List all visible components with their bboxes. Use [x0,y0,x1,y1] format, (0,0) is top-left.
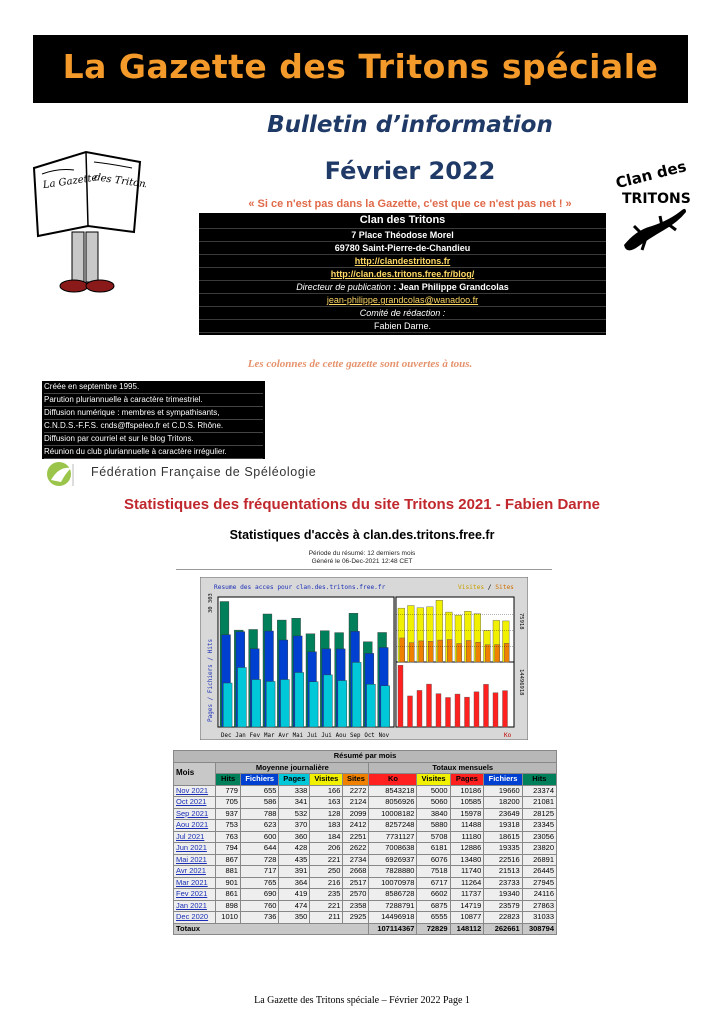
stats-title: Statistiques des fréquentations du site Tritons 2021 - Fabien Darne [124,496,600,513]
chart-title: Resume des acces pour clan.des.tritons.free.fr [214,584,386,591]
total-ko: 107114367 [369,923,417,935]
table-cell: 1010 [216,912,241,924]
table-cell: 7828880 [369,866,417,878]
table-cell: 8257248 [369,820,417,832]
right-logo-text-bottom: TRITONS [622,191,691,207]
month-link[interactable]: Avr 2021 [174,866,216,878]
open-columns-note: Les colonnes de cette gazette sont ouvertes à tous. [247,358,473,370]
table-cell: 6076 [417,854,450,866]
total-visites: 72829 [417,923,450,935]
table-row [174,854,557,866]
page-footer: La Gazette des Tritons spéciale – Février 2022 Page 1 [254,995,470,1006]
table-cell: 763 [216,831,241,843]
table-cell: 8056926 [369,797,417,809]
table-cell: 690 [240,889,278,901]
table-cell: 12886 [450,843,484,855]
table-cell: 760 [240,900,278,912]
table-cell: 2099 [343,808,369,820]
sites-bar [400,638,405,662]
table-cell: 21081 [522,797,556,809]
ko-bar [465,697,470,727]
ko-bar [417,690,422,727]
gazette-quote: « Si ce n'est pas dans la Gazette, c'est que ce n'est pas net ! » [248,198,572,210]
table-cell: 11488 [450,820,484,832]
clan-address-city: 69780 Saint-Pierre-de-Chandieu [199,242,606,255]
clan-site-link[interactable]: http://clandestritons.fr [354,256,451,266]
col-monthly-hits: Hits [522,774,556,786]
col-monthly-pages: Pages [450,774,484,786]
table-cell: 7731127 [369,831,417,843]
table-cell: 18615 [484,831,522,843]
table-row [174,900,557,912]
table-cell: 221 [310,854,343,866]
table-cell: 898 [216,900,241,912]
table-cell: 10008182 [369,808,417,820]
month-link[interactable]: Jul 2021 [174,831,216,843]
pages-bar [381,686,390,727]
issue-date: Février 2022 [324,157,496,185]
table-cell: 2570 [343,889,369,901]
table-cell: 341 [279,797,310,809]
table-cell: 779 [216,785,241,797]
x-tick-label: Jui [307,733,318,739]
gazette-title: La Gazette des Tritons spéciale [62,47,659,86]
gazette-reader-logo [28,140,146,300]
chart-svg [200,577,528,740]
sites-bar [428,641,433,662]
left-axis-max-label: 30 303 [208,593,214,613]
month-link[interactable]: Sep 2021 [174,808,216,820]
table-cell: 11740 [450,866,484,878]
table-cell: 623 [240,820,278,832]
table-cell: 27945 [522,877,556,889]
group-daily: Moyenne journalière [216,762,369,774]
title-banner [33,35,688,103]
table-cell: 235 [310,889,343,901]
table-cell: 10186 [450,785,484,797]
table-cell: 937 [216,808,241,820]
table-cell: 19318 [484,820,522,832]
table-cell: 364 [279,877,310,889]
pages-bar [367,684,376,727]
table-row [174,831,557,843]
committee-name: Fabien Darne. [199,320,606,333]
col-daily-pages: Pages [279,774,310,786]
info-line: Créée en septembre 1995. [44,381,263,394]
info-line: Réunion du club pluriannuelle à caractère irrégulier. [44,446,263,459]
month-link[interactable]: Aou 2021 [174,820,216,832]
x-tick-label: Fev [249,733,261,739]
table-cell: 655 [240,785,278,797]
ko-bar [455,694,460,727]
sites-bar [466,640,471,662]
table-cell: 391 [279,866,310,878]
table-cell: 2124 [343,797,369,809]
table-cell: 22823 [484,912,522,924]
total-pages: 148112 [450,923,484,935]
table-cell: 11264 [450,877,484,889]
sites-bar [447,640,452,662]
ko-bar [427,684,432,727]
table-cell: 7008638 [369,843,417,855]
table-cell: 360 [279,831,310,843]
table-cell: 23820 [522,843,556,855]
table-cell: 22516 [484,854,522,866]
table-cell: 736 [240,912,278,924]
col-monthly-fichiers: Fichiers [484,774,522,786]
totals-label: Totaux [174,923,369,935]
right-logo-text-top: Clan des [613,160,689,193]
table-cell: 728 [240,854,278,866]
table-cell: 11737 [450,889,484,901]
table-cell: 14719 [450,900,484,912]
ko-bar [398,665,403,727]
ko-bar [493,693,498,727]
pages-bar [281,680,290,727]
pages-bar [295,672,304,727]
table-cell: 3840 [417,808,450,820]
x-tick-label: Oct [364,733,375,739]
bulletin-subtitle: Bulletin d’information [267,112,553,138]
right-axis-top-label: 75918 [518,613,524,630]
table-cell: 2925 [343,912,369,924]
table-cell: 474 [279,900,310,912]
table-cell: 166 [310,785,343,797]
info-line: Diffusion par courriel et sur le blog Tritons. [44,433,263,446]
table-cell: 26445 [522,866,556,878]
x-tick-label: Jan [235,733,246,739]
table-cell: 14496918 [369,912,417,924]
left-logo-text-a: La Gazette [42,172,99,192]
table-cell: 5000 [417,785,450,797]
table-cell: 794 [216,843,241,855]
table-cell: 788 [240,808,278,820]
table-cell: 10585 [450,797,484,809]
table-cell: 7518 [417,866,450,878]
pages-bar [338,681,347,727]
sites-bar [485,645,490,662]
month-link[interactable]: Jun 2021 [174,843,216,855]
table-cell: 26891 [522,854,556,866]
table-cell: 2668 [343,866,369,878]
table-cell: 128 [310,808,343,820]
right-panel-label: Ko [504,732,512,739]
table-cell: 705 [216,797,241,809]
x-tick-label: Nov [378,733,390,739]
table-cell: 532 [279,808,310,820]
table-cell: 901 [216,877,241,889]
ko-bar [446,697,451,727]
monthly-stats-chart [200,577,528,740]
sites-bar [438,640,443,662]
table-cell: 586 [240,797,278,809]
director-name: : Jean Philippe Grandcolas [390,282,509,292]
table-cell: 6875 [417,900,450,912]
director-email-link[interactable]: jean-philippe.grandcolas@wanadoo.fr [326,295,479,305]
table-cell: 23733 [484,877,522,889]
group-monthly: Totaux mensuels [369,762,557,774]
table-cell: 765 [240,877,278,889]
ffs-logo-icon [43,460,79,488]
x-tick-label: Jui [321,733,332,739]
pages-bar [309,682,318,727]
total-hits: 308794 [522,923,556,935]
period-line: Période du résumé: 12 derniers mois [308,550,416,557]
table-cell: 206 [310,843,343,855]
table-cell: 338 [279,785,310,797]
table-row [174,808,557,820]
pages-bar [352,662,361,727]
table-cell: 5880 [417,820,450,832]
clan-name: Clan des Tritons [199,213,606,229]
x-tick-label: Mar [264,733,275,739]
table-row [174,912,557,924]
table-cell: 163 [310,797,343,809]
table-cell: 183 [310,820,343,832]
month-link[interactable]: Mai 2021 [174,854,216,866]
table-cell: 18200 [484,797,522,809]
clan-address-street: 7 Place Théodose Morel [199,229,606,242]
x-tick-label: Dec [221,733,232,739]
sites-bar [409,643,414,662]
table-row [174,866,557,878]
col-daily-visites: Visites [310,774,343,786]
col-monthly-ko: Ko [369,774,417,786]
pages-bar [324,675,333,727]
table-cell: 2517 [343,877,369,889]
table-cell: 31033 [522,912,556,924]
month-link[interactable]: Dec 2020 [174,912,216,924]
table-cell: 19660 [484,785,522,797]
table-cell: 5708 [417,831,450,843]
table-cell: 216 [310,877,343,889]
table-cell: 5060 [417,797,450,809]
generated-line: Généré le 06-Dec-2021 12:48 CET [311,558,413,565]
table-cell: 23374 [522,785,556,797]
table-cell: 13480 [450,854,484,866]
x-tick-label: Aou [335,733,347,739]
sites-bar [419,641,424,662]
table-cell: 6717 [417,877,450,889]
table-cell: 7288791 [369,900,417,912]
table-cell: 6181 [417,843,450,855]
x-tick-label: Avr [278,733,289,739]
table-cell: 6602 [417,889,450,901]
table-row [174,820,557,832]
col-daily-sites: Sites [343,774,369,786]
access-stats-title: Statistiques d'accès à clan.des.tritons.free.fr [229,528,495,542]
ko-bar [474,692,479,727]
committee-label: Comité de rédaction : [199,307,606,320]
table-cell: 753 [216,820,241,832]
table-cell: 881 [216,866,241,878]
pages-bar [266,681,275,727]
table-cell: 350 [279,912,310,924]
table-cell: 23579 [484,900,522,912]
director-label: Directeur de publication [296,282,391,292]
separator [176,569,552,570]
table-cell: 2272 [343,785,369,797]
month-link[interactable]: Mar 2021 [174,877,216,889]
table-cell: 861 [216,889,241,901]
table-cell: 370 [279,820,310,832]
table-cell: 2622 [343,843,369,855]
month-link[interactable]: Jan 2021 [174,900,216,912]
ko-bar [503,691,508,727]
ffs-logo-block [43,460,363,488]
table-cell: 11180 [450,831,484,843]
clan-tritons-logo [612,160,692,255]
table-cell: 419 [279,889,310,901]
table-cell: 8586728 [369,889,417,901]
month-link[interactable]: Oct 2021 [174,797,216,809]
table-row [174,797,557,809]
col-daily-fichiers: Fichiers [240,774,278,786]
ko-bar [408,696,413,727]
left-axis-label: Pages / Fichiers / Hits [207,638,214,722]
col-monthly-visites: Visites [417,774,450,786]
table-cell: 867 [216,854,241,866]
total-fichiers: 262661 [484,923,522,935]
table-cell: 717 [240,866,278,878]
table-row [174,877,557,889]
sites-bar [476,642,481,662]
table-cell: 2251 [343,831,369,843]
chart-legend-right: Visites / Sites [458,584,514,591]
pages-bar [223,683,232,727]
ffs-label: Fédération Française de Spéléologie [91,465,317,479]
table-cell: 644 [240,843,278,855]
month-link[interactable]: Nov 2021 [174,785,216,797]
table-cell: 221 [310,900,343,912]
table-cell: 24116 [522,889,556,901]
table-cell: 600 [240,831,278,843]
monthly-summary-table [173,750,557,935]
table-cell: 10877 [450,912,484,924]
table-cell: 19340 [484,889,522,901]
table-cell: 10070978 [369,877,417,889]
table-cell: 428 [279,843,310,855]
table-cell: 23345 [522,820,556,832]
table-cell: 435 [279,854,310,866]
sites-bar [495,645,500,662]
table-cell: 2358 [343,900,369,912]
col-daily-hits: Hits [216,774,241,786]
table-cell: 250 [310,866,343,878]
table-cell: 19335 [484,843,522,855]
table-cell: 211 [310,912,343,924]
clan-info-box [199,213,606,335]
info-line: C.N.D.S.-F.F.S. cnds@ffspeleo.fr et C.D.S. Rhône. [44,420,263,433]
table-row [174,889,557,901]
ko-bar [484,684,489,727]
x-tick-label: Mai [292,733,304,739]
table-row [174,843,557,855]
table-cell: 184 [310,831,343,843]
ko-bar [436,694,441,727]
pages-bar [252,680,261,727]
month-link[interactable]: Fev 2021 [174,889,216,901]
table-cell: 21513 [484,866,522,878]
pages-bar [238,667,247,727]
left-logo-text-b: des Tritons [93,172,146,191]
table-cell: 23649 [484,808,522,820]
info-line: Parution pluriannuelle à caractère trimestriel. [44,394,263,407]
table-cell: 6555 [417,912,450,924]
x-tick-label: Sep [350,733,361,739]
stats-period [230,550,494,566]
table-cell: 15978 [450,808,484,820]
table-row [174,785,557,797]
col-mois: Mois [174,762,216,785]
table-cell: 28125 [522,808,556,820]
table-cell: 2412 [343,820,369,832]
table-cell: 27863 [522,900,556,912]
table-cell: 8543218 [369,785,417,797]
clan-blog-link[interactable]: http://clan.des.tritons.free.fr/blog/ [330,269,475,279]
right-axis-bottom-label: 14496918 [518,669,524,696]
info-line: Diffusion numérique : membres et sympathisants, [44,407,263,420]
table-cell: 6926937 [369,854,417,866]
gazette-info-box [42,381,265,459]
table-cell: 23056 [522,831,556,843]
table-cell: 2734 [343,854,369,866]
table-title: Résumé par mois [174,751,557,763]
